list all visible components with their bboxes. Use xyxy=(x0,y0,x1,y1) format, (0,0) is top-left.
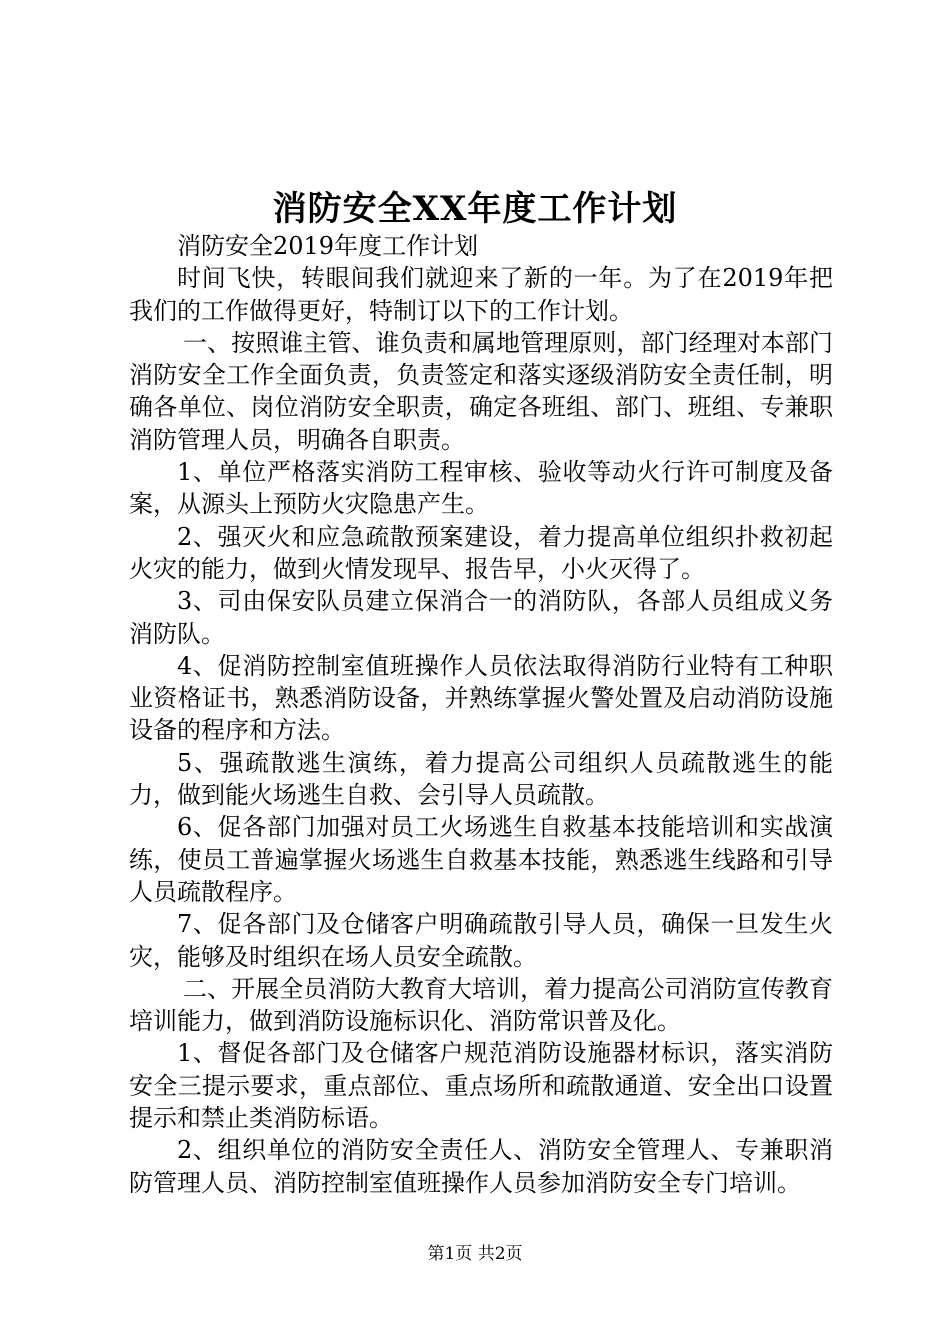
paragraph-item: 5、强疏散逃生演练，着力提高公司组织人员疏散逃生的能力，做到能火场逃生自救、会引导人员疏散。 xyxy=(129,748,833,810)
paragraph-item: 4、促消防控制室值班操作人员依法取得消防行业特有工种职业资格证书，熟悉消防设备，并熟练掌握火警处置及启动消防设施设备的程序和方法。 xyxy=(129,651,833,745)
paragraph-item: 2、强灭火和应急疏散预案建设，着力提高单位组织扑救初起火灾的能力，做到火情发现早、报告早，小火灭得了。 xyxy=(129,522,833,583)
paragraph-item: 3、司由保安队员建立保消合一的消防队，各部人员组成义务消防队。 xyxy=(129,587,833,648)
paragraph-item: 1、督促各部门及仓储客户规范消防设施器材标识，落实消防安全三提示要求，重点部位、重点场所和疏散通道、安全出口设置提示和禁止类消防标语。 xyxy=(129,1039,833,1133)
paragraph-intro: 时间飞快，转眼间我们就迎来了新的一年。为了在2019年把我们的工作做得更好，特制订以下的工作计划。 xyxy=(129,264,833,325)
document-body xyxy=(129,230,833,1199)
paragraph-section-2: 二、开展全员消防大教育大培训，着力提高公司消防宣传教育培训能力，做到消防设施标识化、消防常识普及化。 xyxy=(129,974,833,1036)
paragraph-item: 2、组织单位的消防安全责任人、消防安全管理人、专兼职消防管理人员、消防控制室值班操作人员参加消防安全专门培训。 xyxy=(129,1136,833,1197)
page-footer: 第1页 共2页 xyxy=(427,1244,523,1264)
document-title: 消防安全XX年度工作计划 xyxy=(272,189,678,229)
paragraph-item: 7、促各部门及仓储客户明确疏散引导人员，确保一旦发生火灾，能够及时组织在场人员安全疏散。 xyxy=(129,910,833,971)
paragraph-item: 1、单位严格落实消防工程审核、验收等动火行许可制度及备案，从源头上预防火灾隐患产生。 xyxy=(129,458,833,519)
paragraph-subtitle: 消防安全2019年度工作计划 xyxy=(177,232,479,260)
paragraph-section-1: 一、按照谁主管、谁负责和属地管理原则，部门经理对本部门消防安全工作全面负责，负责签定和落实逐级消防安全责任制，明确各单位、岗位消防安全职责，确定各班组、部门、班组、专兼职消防管理人员，明确各自职责。 xyxy=(129,328,833,454)
paragraph-item: 6、促各部门加强对员工火场逃生自救基本技能培训和实战演练，使员工普遍掌握火场逃生自救基本技能，熟悉逃生线路和引导人员疏散程序。 xyxy=(129,813,833,906)
